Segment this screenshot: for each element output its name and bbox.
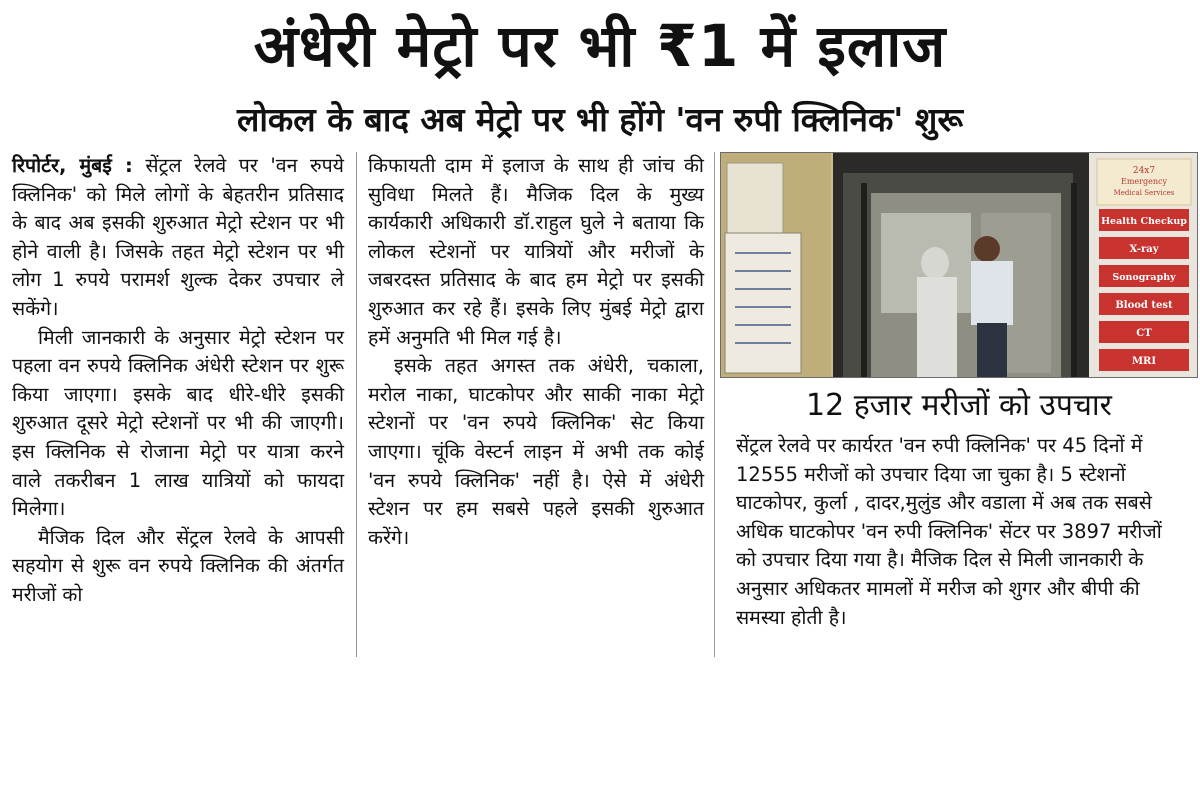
byline: रिपोर्टर, मुंबई : [12,154,133,177]
subheadline: लोकल के बाद अब मेट्रो पर भी होंगे 'वन रुपी क्लिनिक' शुरू [237,100,963,139]
signboard-line: Emergency [1121,177,1167,186]
paragraph-text: सेंट्रल रेलवे पर 'वन रुपये क्लिनिक' को मिले लोगों के बेहतरीन प्रतिसाद के बाद अब इसकी शुरुआत मेट्रो स्टेशन पर भी होने वाली है। जिसके तहत मेट्रो स्टेशन पर भी लोग 1 रुपये परामर्श शुल्क देकर उपचार ले सकेंगे। [12,154,344,320]
sidebar-text [736,432,1184,632]
article-column-2 [368,152,704,552]
article-column-1 [12,152,344,610]
service-label: X-ray [1129,244,1159,255]
paragraph: किफायती दाम में इलाज के साथ ही जांच की सुविधा मिलते हैं। मैजिक दिल के मुख्य कार्यकारी अधिकारी डॉ.राहुल घुले ने बताया कि लोकल स्टेशनों पर यात्रियों और मरीजों के जबरदस्त प्रतिसाद के बाद हम मेट्रो पर इसकी शुरुआत कर रहे हैं। इसके लिए मुंबई मेट्रो द्वारा हमें अनुमति भी मिल गई है। [368,154,704,349]
signboard-line: 24x7 [1132,166,1156,176]
paragraph: मिली जानकारी के अनुसार मेट्रो स्टेशन पर पहला वन रुपये क्लिनिक अंधेरी स्टेशन पर शुरू किया जाएगा। इसके बाद धीरे-धीरे इसकी शुरुआत दूसरे मेट्रो स्टेशनों पर भी की जाएगी। इस क्लिनिक से रोजाना मेट्रो पर यात्रा करने वाले तकरीबन 1 लाख यात्रियों को फायदा मिलेगा। [12,325,344,521]
headline: अंधेरी मेट्रो पर भी ₹1 में इलाज [253,12,947,80]
paragraph: सेंट्रल रेलवे पर कार्यरत 'वन रुपी क्लिनिक' पर 45 दिनों में 12555 मरीजों को उपचार दिया जा चुका है। 5 स्टेशनों घाटकोपर, कुर्ला , दादर,मुलुंड और वडाला में अब तक सबसे अधिक घाटकोपर 'वन रुपी क्लिनिक' सेंटर पर 3897 मरीजों को उपचार दिया गया है। मैजिक दिल से मिली जानकारी के अनुसार अधिकतर मामलों में मरीज को शुगर और बीपी की समस्या होती है। [736,434,1162,629]
service-label: CT [1136,328,1152,339]
service-label: Sonography [1112,272,1176,283]
paragraph: मैजिक दिल और सेंट्रल रेलवे के आपसी सहयोग से शुरू वन रुपये क्लिनिक की अंतर्गत मरीजों को [12,525,344,606]
clinic-photo [720,152,1198,378]
service-label: Health Checkup [1101,216,1187,227]
sidebar-heading: 12 हजार मरीजों को उपचार [806,388,1112,423]
column-divider [356,152,357,657]
paragraph: इसके तहत अगस्त तक अंधेरी, चकाला, मरोल नाका, घाटकोपर और साकी नाका मेट्रो स्टेशनों पर 'वन रुपये क्लिनिक' सेट किया जाएगा। चूंकि वेस्टर्न लाइन में अभी तक कोई 'वन रुपये क्लिनिक' नहीं है। ऐसे में अंधेरी स्टेशन पर हम सबसे पहले इसकी शुरुआत करेंगे। [368,354,704,549]
service-label: Blood test [1115,300,1173,311]
column-divider [714,152,715,657]
paragraph [12,152,344,324]
service-label: MRI [1131,356,1157,367]
signboard-line: Medical Services [1113,189,1175,197]
